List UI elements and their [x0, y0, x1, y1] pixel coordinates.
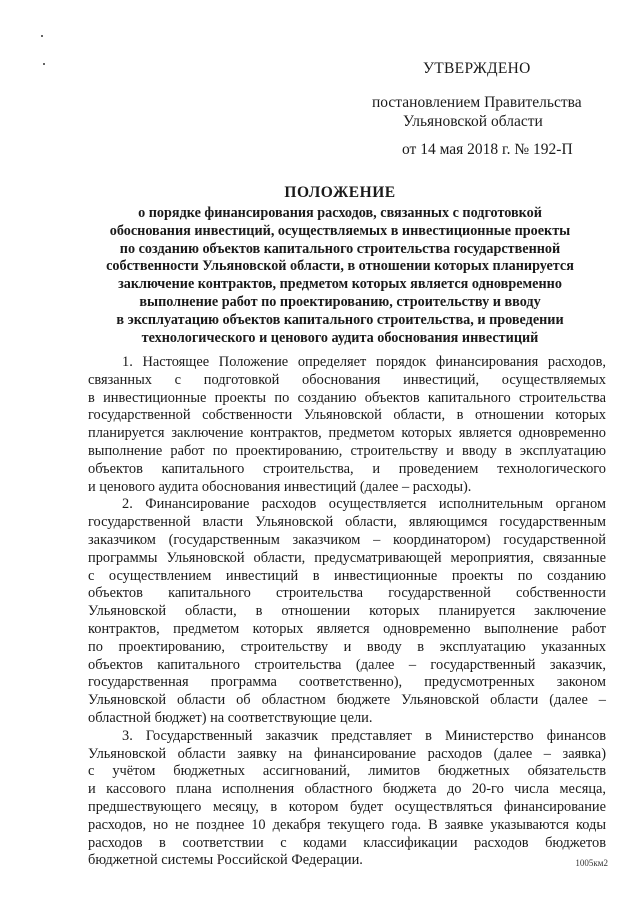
- paragraph-1-line: государственной собственности Ульяновской области, в отношении которых: [88, 407, 606, 424]
- paragraph-2-line: государственной власти Ульяновской области, являющимся государственным: [88, 514, 606, 531]
- paragraph-2-line: государственная программа соответственно), предусмотренных законом: [88, 674, 606, 691]
- paragraph-1-line: объектов капитального строительства, и проведением технологического: [88, 460, 606, 477]
- paragraph-2-line: программы Ульяновской области, предусматривающей мероприятия, связанные: [88, 549, 606, 566]
- heading-line: технологического и ценового аудита обоснования инвестиций: [141, 329, 539, 346]
- document-title: ПОЛОЖЕНИЕ: [284, 184, 396, 201]
- paragraph-1-line: связанных с подготовкой обоснования инвестиций, осуществляемых: [88, 371, 606, 388]
- document-heading: [90, 183, 590, 347]
- paragraph-1-line: выполнение работ по проектированию, строительству и вводу в эксплуатацию: [88, 442, 606, 459]
- heading-line: обоснования инвестиций, осуществляемых в инвестиционные проекты: [109, 222, 571, 239]
- paragraph-3-line: с учётом бюджетных ассигнований, лимитов бюджетных обязательств: [88, 763, 606, 780]
- document-footer-code: 1005км2: [575, 858, 608, 868]
- paragraph-2-line: объектов капитального строительства государственной собственности: [88, 585, 606, 602]
- heading-line: собственности Ульяновской области, в отношении которых планируется: [106, 258, 574, 275]
- paragraph-3-line: и кассового плана исполнения областного бюджета до 20-го числа месяца,: [88, 781, 606, 798]
- heading-line: выполнение работ по проектированию, строительству и вводу: [139, 293, 541, 310]
- paragraph-3-line: расходов в соответствии с кодами классификации расходов бюджетов: [88, 834, 606, 851]
- approval-region-line: Ульяновской области: [403, 113, 543, 130]
- heading-line: заключение контрактов, предметом которых является одновременно: [118, 276, 562, 293]
- paragraph-2-line: по проектированию, строительству и вводу в эксплуатацию указанных: [88, 638, 606, 655]
- paragraph-3-line: Ульяновской области заявку на финансирование расходов (далее – заявка): [88, 745, 606, 762]
- document-body: [88, 354, 606, 870]
- paragraph-2-line: с осуществлением инвестиций в инвестиционные проекты по созданию: [88, 567, 606, 584]
- approval-date-number: от 14 мая 2018 г. № 192-П: [402, 141, 573, 158]
- approval-decree-line: постановлением Правительства: [372, 94, 582, 111]
- paragraph-2-line: заказчиком (государственным заказчиком – координатором) государственной: [88, 531, 606, 548]
- paragraph-1-line: в инвестиционные проекты по созданию объектов капитального строительства: [88, 389, 606, 406]
- scan-artifact-dot: [41, 35, 43, 37]
- scan-artifact-dot: [43, 63, 45, 65]
- paragraph-1-line: 1. Настоящее Положение определяет порядок финансирования расходов,: [122, 354, 606, 370]
- paragraph-3-line: предшествующего месяцу, в котором будет осуществляться финансирование: [88, 798, 606, 815]
- paragraph-1-line: и ценового аудита обоснования инвестиций (далее – расходы).: [88, 478, 472, 495]
- paragraph-2-line: контрактов, предметом которых является одновременно выполнение работ: [88, 620, 606, 637]
- heading-line: по созданию объектов капитального строительства государственной: [119, 240, 561, 257]
- paragraph-2-line: областной бюджет) на соответствующие цели.: [88, 709, 373, 726]
- paragraph-2-line: Ульяновской области об областном бюджете Ульяновской области (далее –: [88, 692, 606, 709]
- approval-title: УТВЕРЖДЕНО: [423, 60, 531, 77]
- paragraph-3-line: 3. Государственный заказчик представляет в Министерство финансов: [122, 727, 606, 744]
- paragraph-2-line: объектов капитального строительства (далее – государственный заказчик,: [88, 656, 606, 673]
- paragraph-3-line: бюджетной системы Российской Федерации.: [88, 852, 363, 869]
- paragraph-1-line: планируется заключение контрактов, предметом которых является одновременно: [88, 425, 606, 442]
- paragraph-2-line: Ульяновской области, в отношении которых планируется заключение: [88, 603, 606, 620]
- paragraph-3-line: расходов, но не позднее 10 декабря текущего года. В заявке указываются коды: [88, 816, 606, 833]
- paragraph-2-line: 2. Финансирование расходов осуществляется исполнительным органом: [122, 496, 606, 513]
- heading-line: в эксплуатацию объектов капитального строительства, и проведении: [116, 311, 564, 328]
- heading-line: о порядке финансирования расходов, связанных с подготовкой: [138, 205, 542, 221]
